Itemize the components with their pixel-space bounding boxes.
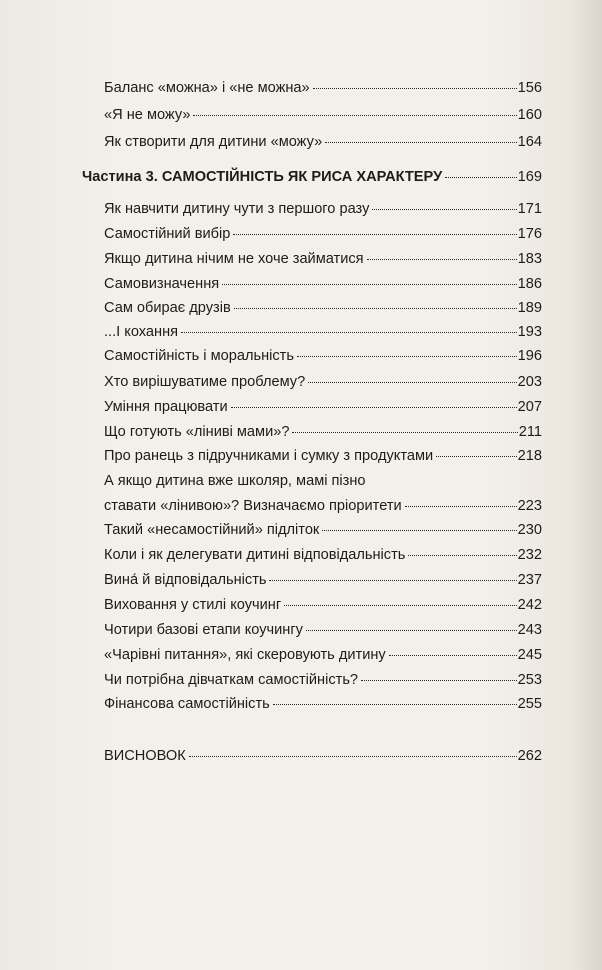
dot-leader bbox=[325, 142, 516, 143]
dot-leader bbox=[367, 259, 517, 260]
toc-entry-page: 230 bbox=[517, 522, 542, 538]
toc-entry-title: Про ранець з підручниками і сумку з продуктами bbox=[104, 448, 434, 464]
dot-leader bbox=[273, 704, 517, 705]
dot-leader bbox=[233, 234, 516, 235]
toc-entry[interactable] bbox=[104, 497, 542, 515]
toc-entry-page: 207 bbox=[517, 399, 542, 415]
dot-leader bbox=[222, 284, 516, 285]
toc-part-heading[interactable] bbox=[82, 168, 542, 186]
dot-leader bbox=[306, 630, 517, 631]
dot-leader bbox=[322, 530, 516, 531]
toc-entry[interactable] bbox=[104, 200, 542, 218]
toc-entry-page: 232 bbox=[517, 547, 542, 563]
dot-leader bbox=[405, 506, 517, 507]
toc-entry-title: Самовизначення bbox=[104, 276, 220, 292]
toc-entry[interactable] bbox=[104, 546, 542, 564]
toc-entry[interactable] bbox=[104, 398, 542, 416]
toc-entry-page: 186 bbox=[517, 276, 542, 292]
toc-entry-title: Хто вирішуватиме проблему? bbox=[104, 374, 306, 390]
toc-entry-page: 171 bbox=[517, 201, 542, 217]
toc-entry-title: Коли і як делегувати дитині відповідальність bbox=[104, 547, 406, 563]
toc-entry-page: 243 bbox=[517, 622, 542, 638]
toc-entry[interactable] bbox=[104, 299, 542, 317]
dot-leader bbox=[372, 209, 516, 210]
toc-entry-page: 196 bbox=[517, 348, 542, 364]
toc-entry-page: 237 bbox=[517, 572, 542, 588]
toc-entry-title: Такий «несамостійний» підліток bbox=[104, 522, 320, 538]
toc-entry[interactable] bbox=[104, 447, 542, 465]
dot-leader bbox=[234, 308, 517, 309]
toc-entry-title: Чи потрібна дівчаткам самостійність? bbox=[104, 672, 359, 688]
toc-entry-page: 211 bbox=[518, 424, 542, 440]
toc-entry-title: Фінансова самостійність bbox=[104, 696, 270, 712]
toc-entry-title: Чотири базові етапи коучингу bbox=[104, 622, 303, 638]
toc-entry[interactable] bbox=[104, 521, 542, 539]
dot-leader bbox=[231, 407, 517, 408]
toc-entry-page: 223 bbox=[517, 498, 542, 514]
toc-entry[interactable] bbox=[104, 347, 542, 365]
toc-entry-title: Якщо дитина нічим не хоче займатися bbox=[104, 251, 364, 267]
toc-entry[interactable] bbox=[104, 275, 542, 293]
toc-entry[interactable] bbox=[104, 79, 542, 97]
toc-entry-title: Самостійність і моральність bbox=[104, 348, 294, 364]
page-edge-shadow bbox=[572, 0, 602, 970]
toc-entry-page: 245 bbox=[517, 647, 542, 663]
dot-leader bbox=[193, 115, 516, 116]
toc-entry-page: 156 bbox=[517, 80, 542, 96]
toc-entry-page: 160 bbox=[517, 107, 542, 123]
toc-entry-page: 262 bbox=[517, 748, 542, 764]
toc-entry[interactable] bbox=[104, 571, 542, 589]
dot-leader bbox=[189, 756, 517, 757]
toc-entry-page: 164 bbox=[517, 134, 542, 150]
toc-entry[interactable] bbox=[104, 250, 542, 268]
dot-leader bbox=[308, 382, 516, 383]
toc-entry-page: 169 bbox=[517, 169, 542, 185]
toc-entry-title: «Чарівні питання», які скеровують дитину bbox=[104, 647, 386, 663]
dot-leader bbox=[284, 605, 516, 606]
toc-entry-title: Як навчити дитину чути з першого разу bbox=[104, 201, 370, 217]
toc-entry-page: 203 bbox=[517, 374, 542, 390]
dot-leader bbox=[297, 356, 517, 357]
toc-entry-page: 255 bbox=[517, 696, 542, 712]
dot-leader bbox=[408, 555, 516, 556]
toc-entry[interactable] bbox=[104, 596, 542, 614]
dot-leader bbox=[436, 456, 517, 457]
toc-entry-title: Як створити для дитини «можу» bbox=[104, 134, 323, 150]
toc-entry-title: Уміння працювати bbox=[104, 399, 228, 415]
toc-part-title: Частина 3. САМОСТІЙНІСТЬ ЯК РИСА ХАРАКТЕРУ bbox=[82, 169, 443, 185]
toc-entry-title: Що готують «ліниві мами»? bbox=[104, 424, 290, 440]
toc-entry[interactable] bbox=[104, 373, 542, 391]
toc-entry-page: 189 bbox=[517, 300, 542, 316]
toc-entry[interactable] bbox=[104, 423, 542, 441]
toc-entry-page: 193 bbox=[517, 324, 542, 340]
toc-entry-page: 218 bbox=[517, 448, 542, 464]
toc-entry-title: Самостійний вибір bbox=[104, 226, 231, 242]
toc-entry[interactable] bbox=[104, 671, 542, 689]
toc-entry-title: «Я не можу» bbox=[104, 107, 191, 123]
toc-entry-page: 253 bbox=[517, 672, 542, 688]
toc-entry-title: ВИСНОВОК bbox=[104, 748, 186, 764]
toc-entry-title: Вина́ й відповідальність bbox=[104, 572, 267, 588]
toc-entry-title-line1: А якщо дитина вже школяр, мамі пізно bbox=[104, 473, 366, 489]
toc-entry[interactable] bbox=[104, 323, 542, 341]
toc-entry[interactable] bbox=[104, 621, 542, 639]
dot-leader bbox=[292, 432, 517, 433]
toc-entry[interactable] bbox=[104, 106, 542, 124]
toc-entry-title: ...І кохання bbox=[104, 324, 179, 340]
toc-entry-page: 242 bbox=[517, 597, 542, 613]
toc-entry-title: Баланс «можна» і «не можна» bbox=[104, 80, 310, 96]
toc-entry-conclusion[interactable] bbox=[104, 747, 542, 765]
toc-entry[interactable] bbox=[104, 646, 542, 664]
dot-leader bbox=[181, 332, 517, 333]
toc-entry-page: 176 bbox=[517, 226, 542, 242]
toc-entry[interactable] bbox=[104, 225, 542, 243]
dot-leader bbox=[313, 88, 517, 89]
dot-leader bbox=[445, 177, 516, 178]
toc-entry-page: 183 bbox=[517, 251, 542, 267]
toc-entry-title: Сам обирає друзів bbox=[104, 300, 231, 316]
dot-leader bbox=[269, 580, 516, 581]
toc-entry[interactable] bbox=[104, 695, 542, 713]
dot-leader bbox=[361, 680, 517, 681]
dot-leader bbox=[389, 655, 517, 656]
toc-entry-title: ставати «лінивою»? Визначаємо пріоритети bbox=[104, 498, 402, 514]
toc-entry-title: Виховання у стилі коучинг bbox=[104, 597, 282, 613]
toc-entry[interactable] bbox=[104, 133, 542, 151]
